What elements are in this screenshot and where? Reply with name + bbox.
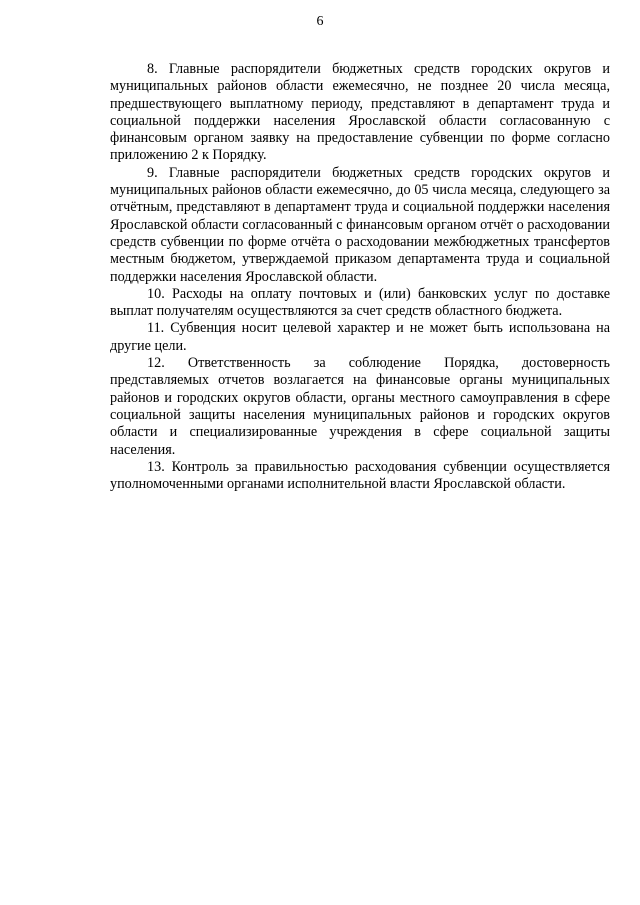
document-body xyxy=(110,61,610,493)
paragraph-11: 11. Субвенция носит целевой характер и не может быть использована на другие цели. xyxy=(110,320,610,354)
paragraph-8: 8. Главные распорядители бюджетных средств городских округов и муниципальных районов области ежемесячно, не позднее 20 числа месяца, предшествующего выплатному периоду, представляют в департамент труда и социальной поддержки населения Ярославской области согласованную с финансовым органом заявку на предоставление субвенции по форме согласно приложению 2 к Порядку. xyxy=(110,61,610,164)
paragraph-12: 12. Ответственность за соблюдение Порядка, достоверность представляемых отчетов возлагается на финансовые органы муниципальных районов и городских округов области, органы местного самоуправления в сфере социальной защиты населения муниципальных районов и городских округов области и специализированные учреждения в сфере социальной защиты населения. xyxy=(110,355,610,458)
paragraph-10: 10. Расходы на оплату почтовых и (или) банковских услуг по доставке выплат получателям осуществляются за счет средств областного бюджета. xyxy=(110,285,610,320)
paragraph-13: 13. Контроль за правильностью расходования субвенции осуществляется уполномоченными органами исполнительной власти Ярославской области. xyxy=(110,458,610,493)
paragraph-9: 9. Главные распорядители бюджетных средств городских округов и муниципальных районов области ежемесячно, до 05 числа месяца, следующего за отчётным, представляют в департамент труда и социальной поддержки населения Ярославской области согласованный с финансовым органом отчёт о расходовании средств субвенции по форме отчёта о расходовании межбюджетных трансфертов местным бюджетом, утверждаемой приказом департамента труда и социальной поддержки населения Ярославской области. xyxy=(110,164,610,285)
page-number: 6 xyxy=(316,14,324,29)
